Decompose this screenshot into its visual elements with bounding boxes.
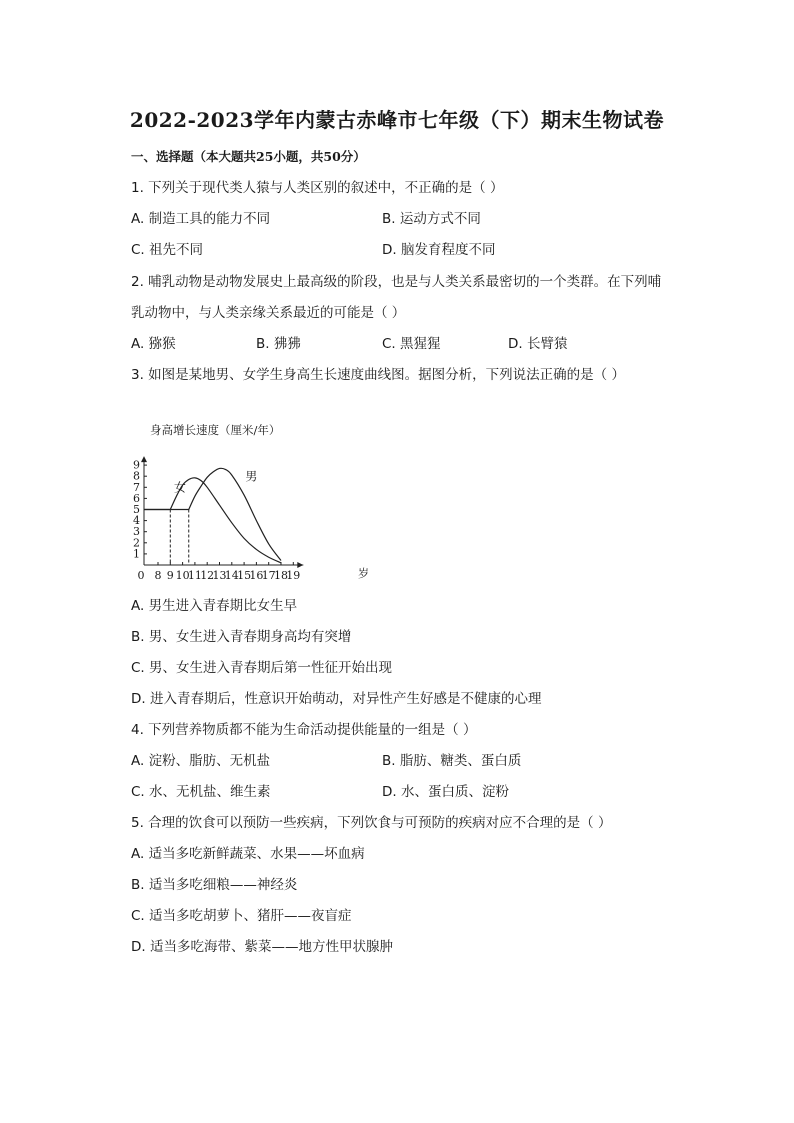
question-5-option-a[interactable]: A. 适当多吃新鲜蔬菜、水果——坏血病 bbox=[131, 846, 365, 862]
x-tick-label: 8 bbox=[154, 569, 162, 582]
x-tick-label: 15 bbox=[237, 569, 252, 582]
question-4-option-a[interactable]: A. 淀粉、脂肪、无机盐 bbox=[131, 753, 271, 769]
question-5-stem: 5. 合理的饮食可以预防一些疾病，下列饮食与可预防的疾病对应不合理的是（ ） bbox=[131, 815, 612, 831]
y-tick-label: 4 bbox=[133, 514, 140, 528]
x-tick-label: 19 bbox=[286, 569, 301, 582]
x-tick-label: 0 bbox=[137, 569, 145, 582]
question-4-option-d[interactable]: D. 水、蛋白质、淀粉 bbox=[382, 784, 509, 800]
question-4-stem: 4. 下列营养物质都不能为生命活动提供能量的一组是（ ） bbox=[131, 722, 477, 738]
question-3-option-b[interactable]: B. 男、女生进入青春期身高均有突增 bbox=[131, 629, 352, 645]
y-tick-label: 2 bbox=[133, 536, 140, 550]
series-male-line bbox=[144, 468, 281, 560]
question-2-option-c[interactable]: C. 黑猩猩 bbox=[382, 336, 441, 352]
growth-rate-chart bbox=[128, 415, 388, 587]
chart-x-label: 岁 bbox=[358, 567, 369, 580]
question-3-option-c[interactable]: C. 男、女生进入青春期后第一性征开始出现 bbox=[131, 660, 393, 676]
x-tick-label: 11 bbox=[187, 569, 202, 582]
chart-ticks bbox=[133, 459, 300, 582]
question-1-option-a[interactable]: A. 制造工具的能力不同 bbox=[131, 211, 271, 227]
section-heading: 一、选择题（本大题共25小题，共50分） bbox=[131, 149, 366, 164]
question-1-option-c[interactable]: C. 祖先不同 bbox=[131, 242, 204, 258]
y-tick-label: 8 bbox=[133, 469, 140, 483]
question-1-option-d[interactable]: D. 脑发育程度不同 bbox=[382, 242, 496, 258]
question-1-stem: 1. 下列关于现代类人猿与人类区别的叙述中，不正确的是（ ） bbox=[131, 180, 504, 196]
chart-y-label: 身高增长速度（厘米/年） bbox=[150, 423, 281, 437]
x-tick-label: 17 bbox=[261, 569, 276, 582]
question-5-option-d[interactable]: D. 适当多吃海带、紫菜——地方性甲状腺肿 bbox=[131, 939, 393, 955]
y-tick-label: 5 bbox=[133, 503, 140, 516]
page-title: 2022-2023学年内蒙古赤峰市七年级（下）期末生物试卷 bbox=[129, 108, 665, 132]
x-axis-arrow bbox=[297, 562, 303, 568]
question-2-stem-line1: 2. 哺乳动物是动物发展史上最高级的阶段，也是与人类关系最密切的一个类群。在下列哺 bbox=[131, 274, 662, 290]
y-tick-label: 7 bbox=[133, 480, 140, 494]
chart-axes bbox=[141, 456, 303, 568]
y-tick-label: 6 bbox=[133, 491, 140, 505]
question-2-option-d[interactable]: D. 长臂猿 bbox=[508, 336, 568, 352]
series-label-male: 男 bbox=[245, 469, 258, 484]
question-2-option-b[interactable]: B. 狒狒 bbox=[256, 336, 301, 352]
question-4-option-b[interactable]: B. 脂肪、糖类、蛋白质 bbox=[382, 753, 522, 769]
x-tick-label: 14 bbox=[224, 569, 239, 582]
x-tick-label: 12 bbox=[200, 569, 215, 582]
question-3-option-d[interactable]: D. 进入青春期后，性意识开始萌动，对异性产生好感是不健康的心理 bbox=[131, 691, 542, 707]
x-tick-label: 9 bbox=[166, 569, 174, 582]
x-tick-label: 18 bbox=[274, 569, 288, 582]
y-tick-label: 3 bbox=[133, 525, 140, 539]
question-3-option-a[interactable]: A. 男生进入青春期比女生早 bbox=[131, 598, 298, 614]
question-2-stem-line2: 乳动物中，与人类亲缘关系最近的可能是（ ） bbox=[131, 305, 406, 321]
y-tick-label: 1 bbox=[133, 547, 140, 561]
question-3-stem: 3. 如图是某地男、女学生身高生长速度曲线图。据图分析，下列说法正确的是（ ） bbox=[131, 367, 625, 383]
series-female-line bbox=[144, 478, 281, 563]
question-1-option-b[interactable]: B. 运动方式不同 bbox=[382, 211, 481, 227]
question-5-option-b[interactable]: B. 适当多吃细粮——神经炎 bbox=[131, 877, 298, 893]
x-tick-label: 16 bbox=[249, 569, 264, 582]
y-tick-label: 9 bbox=[133, 458, 140, 472]
series-label-female: 女 bbox=[173, 480, 187, 495]
question-5-option-c[interactable]: C. 适当多吃胡萝卜、猪肝——夜盲症 bbox=[131, 908, 352, 924]
y-axis-arrow bbox=[141, 456, 147, 462]
chart-series bbox=[144, 468, 281, 562]
chart-series-labels bbox=[174, 470, 257, 495]
question-2-option-a[interactable]: A. 猕猴 bbox=[131, 336, 176, 352]
x-tick-label: 10 bbox=[175, 569, 190, 582]
chart-guides bbox=[170, 510, 188, 566]
x-tick-label: 13 bbox=[212, 569, 227, 582]
question-4-option-c[interactable]: C. 水、无机盐、维生素 bbox=[131, 784, 271, 800]
